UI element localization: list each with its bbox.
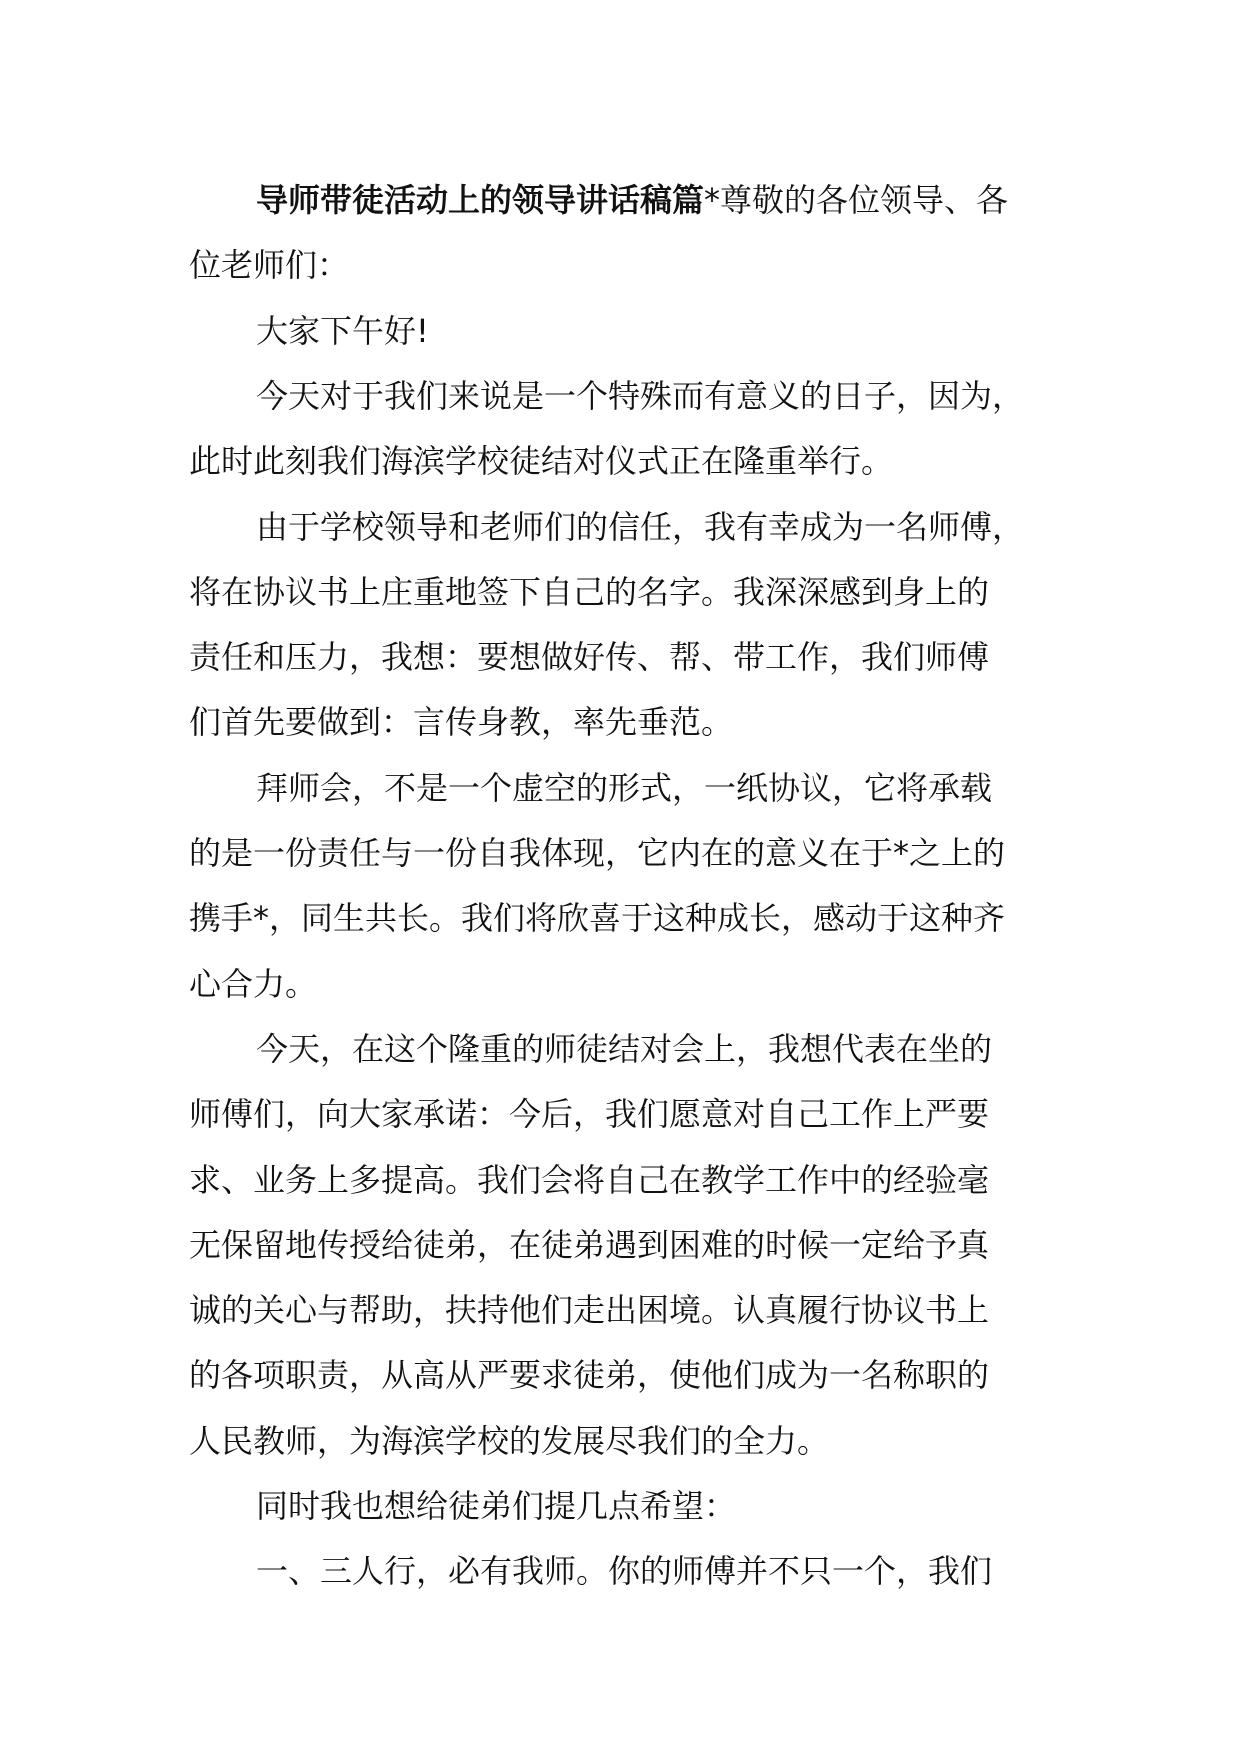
text-line: 心合力。: [189, 964, 318, 1003]
text-line: 将在协议书上庄重地签下自己的名字。我深深感到身上的: [189, 572, 990, 611]
text-line: 诚的关心与帮助，扶持他们走出困境。认真履行协议书上: [189, 1291, 990, 1330]
document-title: 导师带徒活动上的领导讲话稿篇: [256, 181, 705, 219]
text-line: 一、三人行，必有我师。你的师傅并不只一个，我们: [256, 1552, 993, 1591]
text-line: 人民教师，为海滨学校的发展尽我们的全力。: [189, 1421, 830, 1460]
text-line: 今天对于我们来说是一个特殊而有意义的日子，因为，: [256, 376, 1025, 415]
text-line: 师傅们，向大家承诺：今后，我们愿意对自己工作上严要: [189, 1095, 990, 1134]
text-line: 由于学校领导和老师们的信任，我有幸成为一名师傅，: [256, 507, 1025, 546]
title-line: [256, 178, 1126, 222]
text-line: 今天，在这个隆重的师徒结对会上，我想代表在坐的: [256, 1029, 993, 1068]
text-line: 携手*，同生共长。我们将欣喜于这种成长，感动于这种齐: [189, 899, 1006, 938]
salutation: *尊敬的各位领导、各: [704, 181, 1009, 219]
text-line: 无保留地传授给徒弟，在徒弟遇到困难的时候一定给予真: [189, 1225, 990, 1264]
text-line: 拜师会，不是一个虚空的形式，一纸协议，它将承载: [256, 768, 993, 807]
text-line: 的各项职责，从高从严要求徒弟，使他们成为一名称职的: [189, 1356, 990, 1395]
text-line: 们首先要做到：言传身教，率先垂范。: [189, 703, 734, 742]
text-line: 的是一份责任与一份自我体现，它内在的意义在于*之上的: [189, 834, 1006, 872]
text-line: 同时我也想给徒弟们提几点希望：: [256, 1487, 737, 1525]
text-line: 大家下午好!: [256, 311, 429, 350]
text-line: 此时此刻我们海滨学校徒结对仪式正在隆重举行。: [189, 442, 894, 481]
text-line: 求、业务上多提高。我们会将自己在教学工作中的经验毫: [189, 1160, 990, 1199]
text-line: 位老师们：: [189, 246, 350, 285]
text-line: 责任和压力，我想：要想做好传、帮、带工作，我们师傅: [189, 638, 990, 677]
